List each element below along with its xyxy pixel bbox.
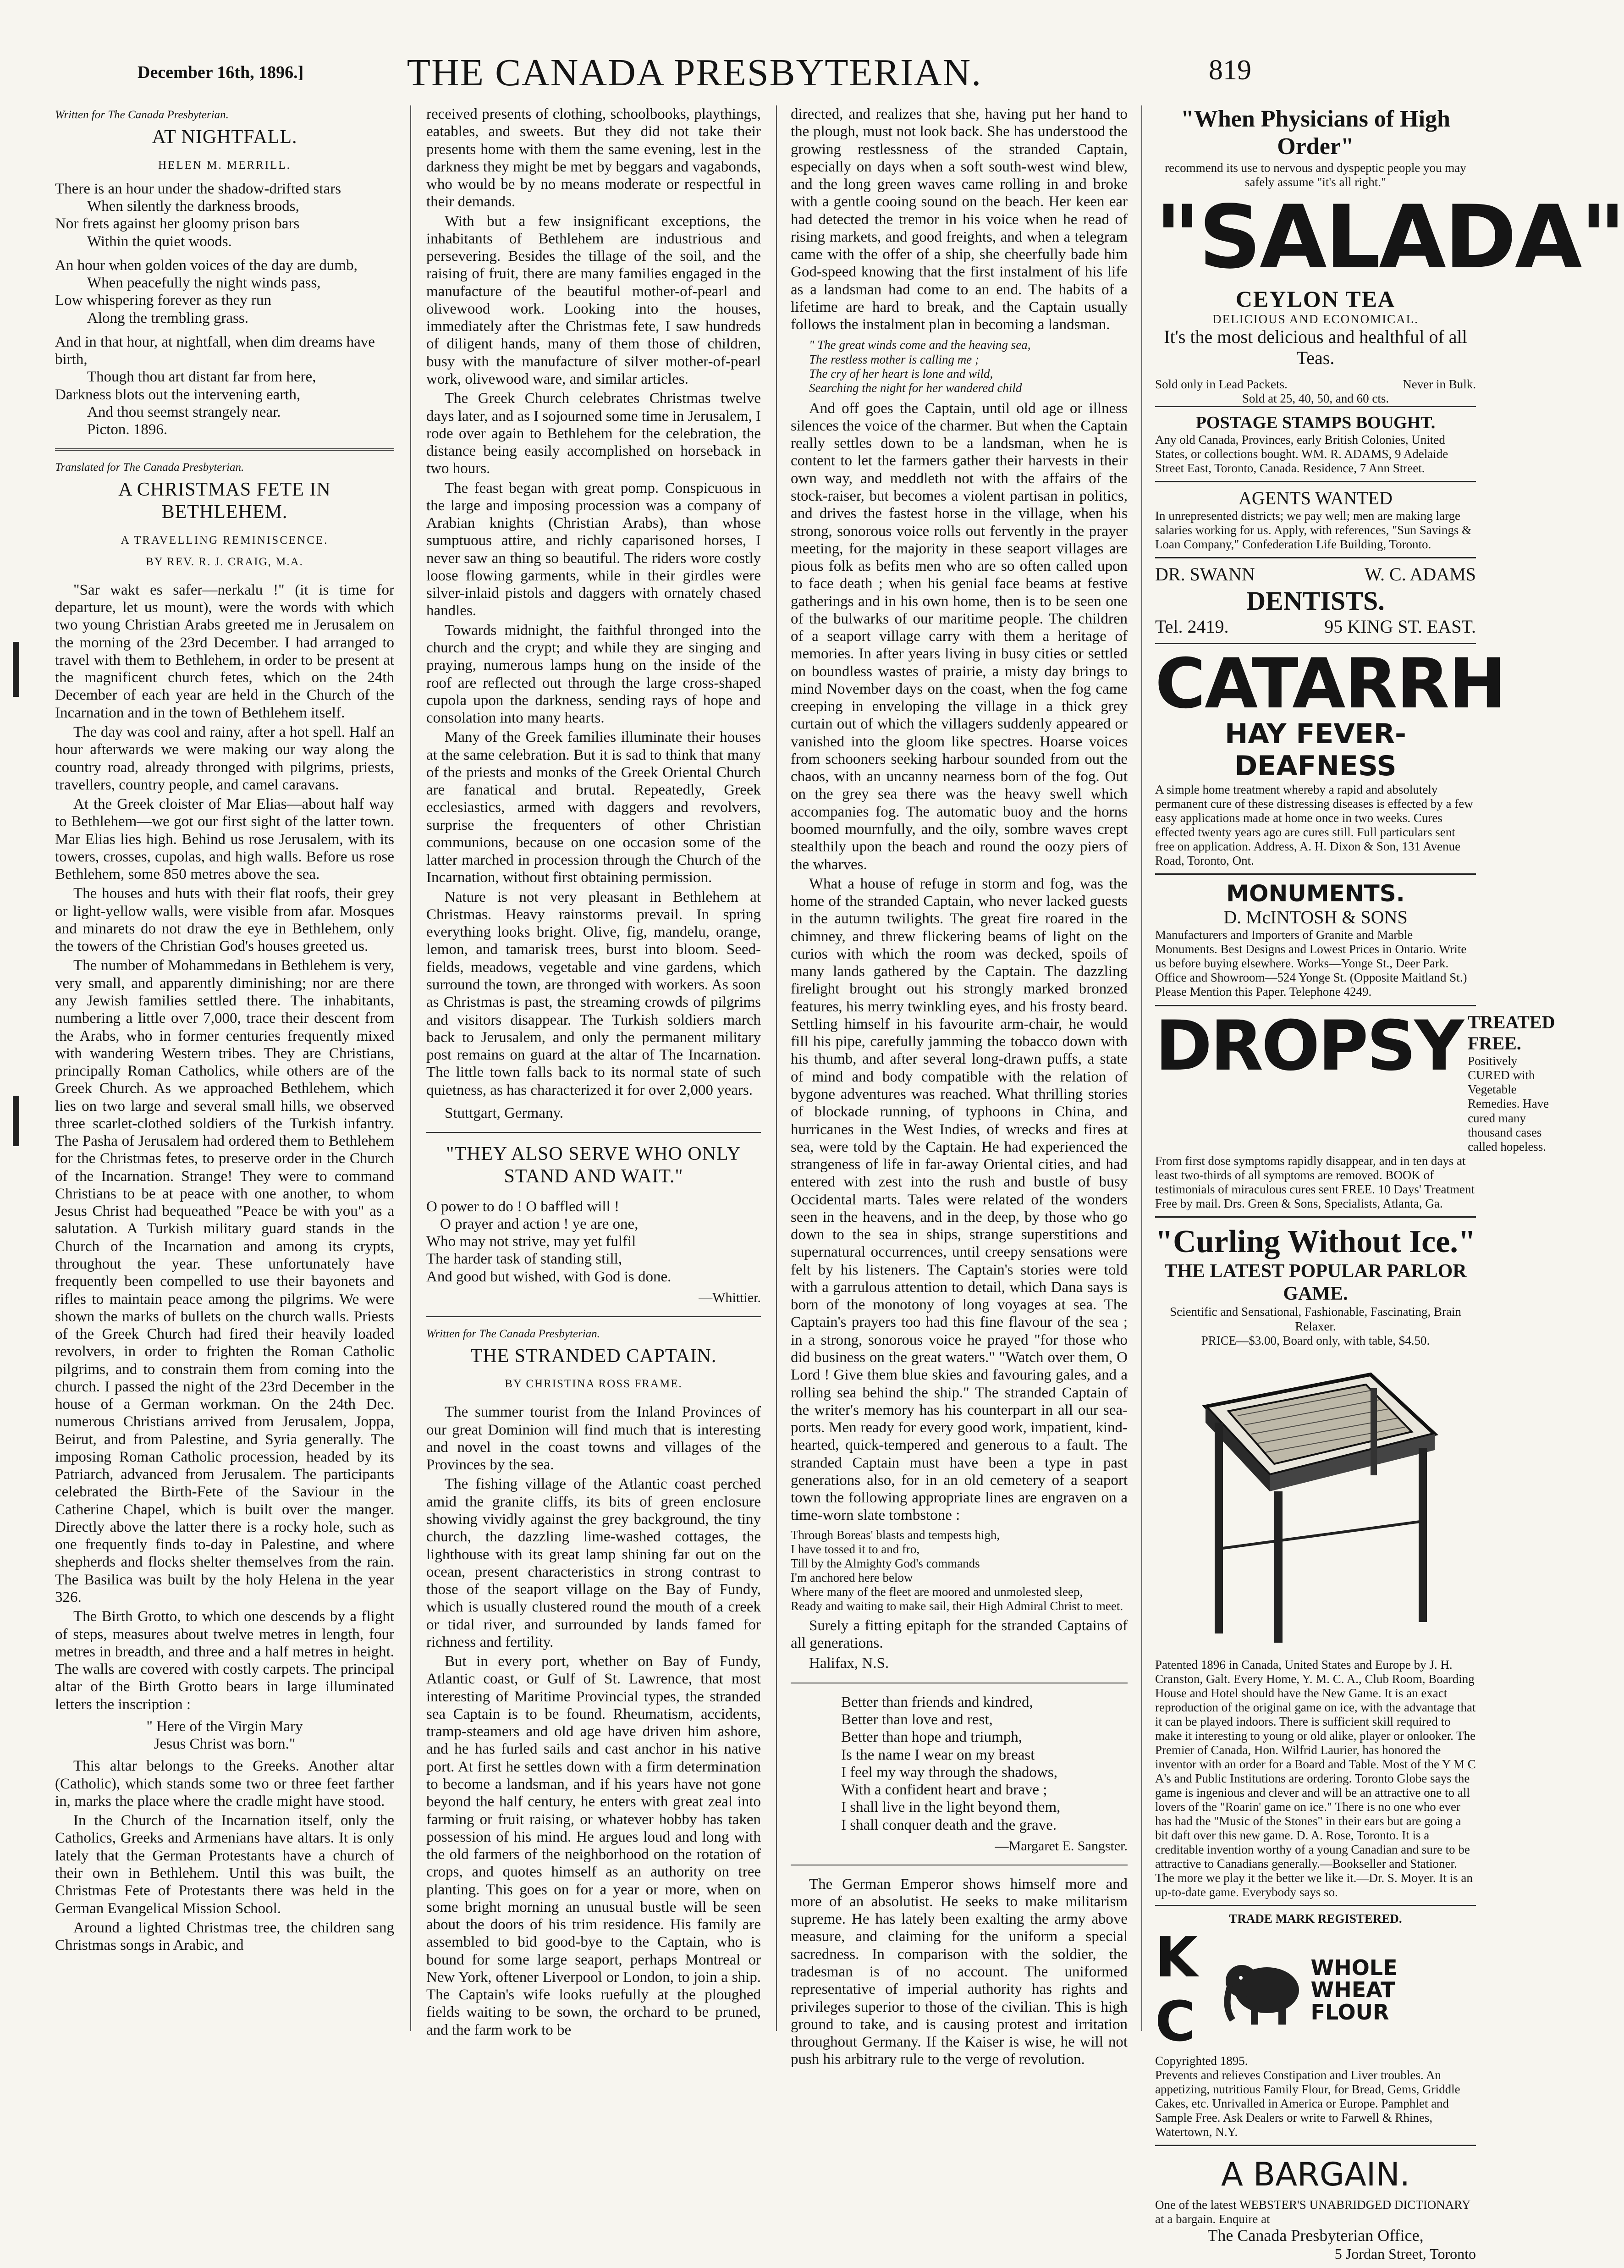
story-paragraph: The fishing village of the Atlantic coast perched amid the granite cliffs, its bits of green enclosure showing vividly against the grey background, the tiny church, the dazzling lime-washed cottages, the lighthouse with its great lamp shining far out on the ocean, present characteristics in strong contrast to those of the seaport village on the Bay of Fundy, which is usually clustered round the mouth of a creek or tidal river, and surrounded by lands famed for richness and fertility. (426, 1476, 761, 1650)
dentist-address: 95 KING ST. EAST. (1324, 616, 1476, 637)
poem-line: Nor frets against her gloomy prison bars (55, 215, 300, 232)
poem-line: An hour when golden voices of the day are dumb, (55, 257, 358, 274)
poem-line: And thou seemst strangely near. (87, 403, 281, 420)
salada-sold-right: Never in Bulk. (1403, 377, 1476, 391)
dateline: Stuttgart, Germany. (445, 1104, 564, 1121)
kc-flour-ad (1155, 1905, 1476, 2145)
bargain-body: One of the latest WEBSTER'S UNABRIDGED DICTIONARY at a bargain. Enquire at (1155, 2198, 1470, 2226)
stamps-body: Any old Canada, Provinces, early British Colonies, United States, or collections bought. WM. R. ADAMS, 9 Adelaide Street East, Toronto, Canada. Residence, 7 Ann Street. (1155, 432, 1448, 475)
poem-body (55, 180, 394, 439)
dentists-contact (1155, 616, 1476, 637)
inscription (55, 1718, 394, 1753)
stamps-title: POSTAGE STAMPS BOUGHT. (1195, 413, 1436, 432)
poem-line: O power to do ! O baffled will ! (426, 1198, 619, 1215)
poem-line: Darkness blots out the intervening earth, (55, 386, 301, 403)
poem-dateline: Picton. 1896. (87, 421, 168, 438)
poem-line: With a confident heart and brave ; (841, 1782, 1047, 1799)
article-paragraph: The Greek Church celebrates Christmas twelve days later, and as I sojourned some time in Jerusalem, I rode over again to Bethlehem for the celebration, the distance being easily accomplished on horseback in two hours. (426, 390, 761, 477)
verse-line: " The great winds come and the heaving sea, (809, 338, 1031, 352)
poem-body (426, 1198, 761, 1286)
kc-flour-name: WHOLE WHEAT FLOUR (1310, 1955, 1398, 2025)
verse-line: Ready and waiting to make sail, their High Admiral Christ to meet. (791, 1599, 1123, 1613)
article-paragraph: The day was cool and rainy, after a hot spell. Half an hour afterwards we were making our way along the country road, already thronged with pilgrims, priests, travellers, country people, and camel caravans. (55, 724, 394, 793)
verse-line: The cry of her heart is lone and wild, (809, 366, 993, 381)
catarrh-ad (1155, 643, 1505, 873)
article-paragraph: With but a few insignificant exceptions, the inhabitants of Bethlehem are industrious and persevering. Besides the tillage of the soil, and the raising of fruit, there are many families engaged in the manufacture of the beautiful mother-of-pearl and olivewood work. Looking into the houses, immediately after the Christmas fete, I saw hundreds of diligent hands, many of them those of children, busy with the manufacture of silver mother-of-pearl work, olivewood ware, and similar articles. (426, 213, 761, 387)
agents-title: AGENTS WANTED (1239, 487, 1393, 508)
salada-subhead: recommend its use to nervous and dyspeptic people you may safely assume "it's all right." (1165, 160, 1466, 189)
monuments-firm: D. McINTOSH & SONS (1223, 906, 1408, 927)
article-paragraph: Around a lighted Christmas tree, the children sang Christmas songs in Arabic, and (55, 1919, 394, 1954)
poem-line: When peacefully the night winds pass, (87, 275, 321, 292)
poem-line: Better than friends and kindred, (841, 1694, 1033, 1711)
article-paragraph: Many of the Greek families illuminate their houses at the same celebration. But it is sad to think that many of the priests and monks of the Greek Oriental Church are fanatical and brutal. Repeatedly, Greek ecclesiastics, armed with daggers and revolvers, surprise the frequenters of other Christian communions, because on one occasion some of the latter marched in procession through the Church of the Incarnation, without first obtaining permission. (426, 729, 761, 886)
kc-body: Prevents and relieves Constipation and Liver troubles. An appetizing, nutritious Family Flour, for Bread, Gems, Griddle Cakes, etc. Unrivalled in America or Europe. Pamphlet and Sample Free. Ask Dealers or write to Farwell & Rhines, Watertown, N.Y. (1155, 2068, 1460, 2139)
poem-line: When silently the darkness broods, (87, 198, 299, 215)
inscription-line: Jesus Christ was born." (154, 1736, 296, 1753)
poem-line: Is the name I wear on my breast (841, 1746, 1035, 1763)
poem-line: O prayer and action ! ye are one, (440, 1215, 639, 1232)
catarrh-body: A simple home treatment whereby a rapid and absolutely permanent cure of these distressing diseases is effected by a few easy applications made at home once in two weeks. Cures effected twenty years ago are cures still. Full particulars sent free on application. Address, A. H. Dixon & Son, 131 Avenue Road, Toronto, Ont. (1155, 782, 1473, 867)
article-paragraph: The feast began with great pomp. Conspicuous in the large and imposing procession was a company of Arabian knights (Christian Arabs), than whose sumptuous attire, and richly caparisoned horses, I never saw an thing so beautiful. The riders wore costly loose flowing garments, while in their girdles were silver-inlaid pistols and daggers with ornately chased handles. (426, 480, 761, 619)
column-3 (791, 105, 1128, 2068)
poem-line: I shall live in the light beyond them, (841, 1799, 1061, 1816)
trademark-notice: TRADE MARK REGISTERED. (1229, 1912, 1402, 1926)
curling-price: PRICE—$3.00, Board only, with table, $4.50. (1201, 1333, 1430, 1347)
verse-line: Till by the Almighty God's commands (791, 1556, 980, 1570)
poem-line: I feel my way through the shadows, (841, 1764, 1057, 1781)
poem-author: HELEN M. MERRILL. (158, 159, 291, 171)
verse-line: Through Boreas' blasts and tempests high, (791, 1528, 1000, 1542)
salada-ad (1155, 105, 1624, 406)
catarrh-headline: CATARRH (1155, 644, 1505, 724)
dentist-tel: Tel. 2419. (1155, 616, 1229, 637)
column-4-advertisements (1155, 105, 1624, 2262)
kc-copyright: Copyrighted 1895. (1155, 2053, 1248, 2068)
editorial-paragraph: The German Emperor shows himself more and more of an absolutist. He seeks to make militarism supreme. He has lately been exalting the army above measure, and claiming for the uniform a special sacredness. In comparison with the soldier, the tradesman is of no account. The uniformed representative of imperial authority has rights and privileges superior to those of the civilian. This is high ground to take, and is causing protest and irritation throughout Germany. If the Kaiser is wise, he will not push his arbitrary rule to the verge of revolution. (791, 1876, 1128, 2068)
story-byline: BY CHRISTINA ROSS FRAME. (505, 1378, 683, 1391)
article-paragraph: The number of Mohammedans in Bethlehem is very, very small, and apparently diminishing; nor are there any Jewish families settled there. The inhabitants, numbering a little over 7,000, trace their descent from the Arabs, who in former centuries frequently mixed with wandering Western tribes. They are Christians, principally Roman Catholics, while others are of the Greek Church. As we approached Bethlehem, which lies on two large and several small hills, we observed three scarlet-clothed soldiers of the Turkish infantry. The Pasha of Jerusalem had ordered them to Bethlehem for the Christmas fetes, to preserve order in the Church of the Incarnation. Strange! They were to command Christians to be at peace with one another, to whom Jesus Christ had bequeathed "Peace be with you" as a salutation. A Turkish military guard stands in the Church of the Incarnation and among its crypts, throughout the year. These unfortunately have frequently been compelled to use their bayonets and rifles to maintain peace among the pilgrims. We were shown the marks of bullets on the church walls. Priests of the Greek Church had fired their heavily loaded revolvers, in order to frighten the Roman Catholic pilgrims, and to constrain them from coming into the church. I passed the night of the 23rd December in the house of a German workman. On the 24th Dec. numerous Christians arrived from Jerusalem, Joppa, Beirut, and from Palestine, and Syria generally. The imposing Roman Catholic procession, headed by its Patriarch, advanced from Jerusalem. The participants celebrated the Birth-Fete of the Saviour in the Catherine Chapel, which is built over the manger. Directly above the latter there is a rocky hole, such as one frequently finds to-day in Palestine, and where shepherds and flocks shelter themselves from the rain. The Basilica was built by the holy Helena in the year 326. (55, 957, 394, 1606)
stamps-ad (1155, 406, 1476, 481)
article-title: A CHRISTMAS FETE IN BETHLEHEM. (118, 479, 331, 523)
salada-headline: "When Physicians of High Order" (1181, 106, 1450, 160)
monuments-ad (1155, 873, 1476, 1005)
poem-line: I shall conquer death and the grave. (841, 1816, 1057, 1833)
poem-title: "THEY ALSO SERVE WHO ONLY STAND AND WAIT." (446, 1143, 741, 1187)
poem-line: Within the quiet woods. (87, 233, 232, 250)
dropsy-headline: DROPSY (1155, 1006, 1463, 1086)
inscription-line: " Here of the Virgin Mary (146, 1718, 303, 1735)
column-rule (410, 105, 411, 2031)
dentist-right: W. C. ADAMS (1364, 564, 1476, 585)
monuments-title: MONUMENTS. (1226, 880, 1405, 907)
curling-table-illustration (1187, 1356, 1444, 1650)
margin-ink-mark (13, 1096, 19, 1146)
story-paragraph: But in every port, whether on Bay of Fundy, Atlantic coast, or Gulf of St. Lawrence, that most interesting of Maritime Provincial types, the stranded sea Captain is to be found. Rheumatism, accidents, tramp-steamers and old age have driven him ashore, and he has furled sails and cast anchor in his native port. At first he settles down with a firm determination to become a landsman, and if his years have not gone beyond the half century, he enters with great zeal into farming or fruit raising, or whatever hobby has taken possession of his mind. He argues loud and long with the old farmers of the neighborhood on the rotation of crops, and quotes himself as an authority on tree planting. This goes on for a year or more, when on some bright morning an unusual bustle will be seen about the doors of his trim residence. His family are assembled to bid good-bye to the Captain, who is bound for some large seaport, perhaps Montreal or New York, oftener Liverpool or London, to join a ship. The Captain's wife looks ruefully at the ploughed fields waiting to be sown, the orchard to be pruned, and the farm work to be (426, 1653, 761, 2038)
poem-body (791, 1694, 1128, 1834)
column-rule (776, 105, 777, 2031)
column-1 (55, 105, 394, 2045)
poem-line: The harder task of standing still, (426, 1251, 622, 1268)
curling-ad (1155, 1216, 1476, 1905)
article-paragraph: Towards midnight, the faithful thronged into the church and the crypt; and while they are singing and praying, numerous lamps hung on the inside of the roof are reflected out through the large cross-shaped cupola upon the darkness, sending rays of hope and consolation into many hearts. (426, 622, 761, 727)
poem-line: Better than love and rest, (841, 1711, 993, 1728)
bargain-address: 5 Jordan Street, Toronto (1334, 2246, 1476, 2262)
salada-sold-left: Sold only in Lead Packets. (1155, 377, 1288, 391)
verse-line: I have tossed it to and fro, (791, 1542, 920, 1556)
verse-line: The restless mother is calling me ; (809, 352, 979, 366)
issue-date: December 16th, 1896.] (138, 63, 304, 82)
poem-line: And good but wished, with God is done. (426, 1268, 672, 1285)
monuments-body: Manufacturers and Importers of Granite and Marble Monuments. Best Designs and Lowest Prices in Ontario. Write us before buying elsewhere. Works—Yonge St., Deer Park. Office and Showroom—524 Yonge St. (Opposite Maitland St.) Please Mention this Paper. Telephone 4249. (1155, 928, 1467, 999)
story-paragraph: What a house of refuge in storm and fog, was the home of the stranded Captain, who never lacked guests in the autumn twilights. The great fire roared in the chimney, and threw flickering beams of light on the curios with which the room was decked, spoils of many lands gathered by the Captain. The dazzling firelight brought out his strongly marked bronzed features, his merry twinkling eyes, and his frosty beard. Settling himself in his favourite arm-chair, he would fill his pipe, carefully jamming the tobacco down with his thumb, and after several long-drawn puffs, a state of mind and body compatible with the relation of bygone adventures was reached. What thrilling stories of blockade running, of typhoons in China, and hurricanes in the West Indies, of wrecks and fires at sea, were told by the Captain. He had experienced the strangeness of life in far-away Oriental cities, and had entered with zest into the rush and bustle of busy Occidental marts. Tales were related of the wonders seen in the heavens, and in the deep, by those who go down to the sea in ships, strange superstitions and supernatural occurrences, until creepy sensations were felt by his listeners. The Captain's stories were told with a garrulous attention to detail, which Dana says is born of the monotony of long voyages at sea. The Captain's prayers too had this fine flavour of the sea ; in a strong, sonorous voice he prayed "for those who did business on the great waters." "Watch over them, O Lord ! Give them blue skies and favouring gales, and a rolling sea behind the ship." The stranded Captain of the writer's memory has his counterpart in all our sea-ports. Men ready for every good work, impatient, kind-hearted, quick-tempered and generous to a fault. The stranded Captain must have been a type in past generations also, for in an old cemetery of a seaport town the following appropriate lines are engraven on a time-worn slate tombstone : (791, 875, 1128, 1524)
poem-line: Along the trembling grass. (87, 309, 248, 326)
curling-subhead: THE LATEST POPULAR PARLOR GAME. (1164, 1261, 1467, 1304)
quoted-verse (791, 338, 1128, 395)
article-paragraph: In the Church of the Incarnation itself, only the Catholics, Greeks and Armenians have altars. It is only lately that the German Protestants have a church of their own in Bethlehem. Until this was built, the Christmas Fete of Protestants there was held in the German Evangelical Mission School. (55, 1812, 394, 1917)
verse-line: Where many of the fleet are moored and unmolested sleep, (791, 1584, 1083, 1599)
agents-body: In unrepresented districts; we pay well; men are making large salaries working for us. Apply, with references, "Sun Savings & Loan Company," Confederation Life Building, Toronto. (1155, 509, 1472, 552)
credit-line: Written for The Canada Presbyterian. (55, 109, 229, 121)
epitaph-verse (791, 1528, 1128, 1613)
elephant-icon (1223, 1951, 1306, 2029)
dropsy-body: From first dose symptoms rapidly disappear, and in ten days at least two-thirds of all symptoms are removed. BOOK of testimonials of miraculous cures sent FREE. 10 Days' Treatment Free by mail. Drs. Green & Sons, Specialists, Atlanta, Ga. (1155, 1153, 1475, 1210)
bargain-headline: A BARGAIN. (1221, 2156, 1410, 2194)
dropsy-cured: Positively CURED with Vegetable Remedies. Have cured many thousand cases called hopeless. (1468, 1054, 1549, 1153)
section-divider (55, 448, 394, 451)
margin-ink-mark (13, 642, 19, 697)
poem-signature: —Margaret E. Sangster. (995, 1838, 1128, 1854)
curling-body: Patented 1896 in Canada, United States and Europe by J. H. Cranston, Galt. Every Home, Y. M. C. A., Club Room, Boarding House and Hotel should have the New Game. It is an exact reproduction of the original game on ice, with the advantage that it can be played indoors. There is sufficient skill required to make it interesting to young or old alike, player or onlooker. The Premier of Canada, Hon. Wilfrid Laurier, has honored the inventor with an order for a Board and Table. Most of the Y M C A's and Public Institutions are ordering. Toronto Globe says the game is ingenious and clever and will be an attractive one to all lovers of the "Roarin' game on ice." There is no one who ever has had the "Music of the Stones" in their ears but are going a bit daft over this new game. D. A. Rose, Toronto. It is a creditable invention worthy of a young Canadian and sure to be attractive to Canadians generally.—Bookseller and Stationer. The more we play it the better we like it.—Dr. S. Moyer. It is an up-to-date game. Everybody says so. (1155, 1657, 1476, 1899)
credit-line: Translated for The Canada Presbyterian. (55, 461, 244, 474)
column-2 (426, 105, 761, 2045)
poem-line: There is an hour under the shadow-drifted stars (55, 180, 341, 197)
poem-line: Better than hope and triumph, (841, 1729, 1022, 1746)
article-paragraph: At the Greek cloister of Mar Elias—about half way to Bethlehem—we got our first sight of the latter town. Mar Elias lies high. Behind us rose Jerusalem, with its towers, crosses, cupolas, and high walls. Before us rose Bethlehem, some 850 metres above the sea. (55, 796, 394, 883)
story-title: THE STRANDED CAPTAIN. (470, 1345, 717, 1367)
poem-title: AT NIGHTFALL. (152, 127, 297, 148)
article-paragraph: The houses and huts with their flat roofs, their grey or light-yellow walls, were visible from afar. Mosques and minarets do not draw the eye in Bethlehem, only the towers of the Christian God's houses greeted us. (55, 885, 394, 955)
verse-line: Searching the night for her wandered child (809, 381, 1022, 395)
article-subtitle: A TRAVELLING REMINISCENCE. (121, 534, 329, 546)
salada-description: DELICIOUS AND ECONOMICAL. (1212, 312, 1419, 326)
salada-product: CEYLON TEA (1235, 286, 1396, 312)
dentist-left: DR. SWANN (1155, 564, 1255, 585)
bargain-office: The Canada Presbyterian Office, (1207, 2226, 1424, 2245)
dropsy-treated: TREATED FREE. (1468, 1011, 1555, 1054)
dropsy-ad (1155, 1005, 1555, 1216)
article-paragraph: Nature is not very pleasant in Bethlehem at Christmas. Heavy rainstorms prevail. In spring everything looks bright. Olive, fig, mandelu, orange, lemon, and tamarisk trees, burst into bloom. Seed-fields, meadows, vegetable and vine gardens, which surround the town, are thronged with workers. As soon as Christmas is past, the streaming crowds of pilgrims and visitors disappear. The Turkish soldiers march back to Jerusalem, and only the permanent military post remains on guard at the altar of The Incarnation. The little town falls back to its normal state of such quietness, as has characterized it for over 2,000 years. (426, 888, 761, 1098)
dropsy-header (1155, 1006, 1555, 1154)
column-rule (1141, 105, 1142, 2031)
story-paragraph: The summer tourist from the Inland Provinces of our great Dominion will find much that is interesting and novel in the coast towns and villages of the Provinces by the sea. (426, 1404, 761, 1473)
kc-letters: K C (1155, 1926, 1198, 2054)
story-paragraph: Surely a fitting epitaph for the stranded Captains of all generations. (791, 1617, 1128, 1652)
curling-headline: "Curling Without Ice." (1155, 1224, 1476, 1259)
poem-line: And in that hour, at nightfall, when dim dreams have birth, (55, 333, 375, 368)
salada-prices: Sold at 25, 40, 50, and 60 cts. (1242, 391, 1389, 405)
article-paragraph: "Sar wakt es safer—nerkalu !" (it is time for departure, let us mount), were the words with which two young Christian Arabs greeted me in Jerusalem on the morning of the 23rd December. I had arranged to travel with them to Bethlehem, in order to be present at the magnificent church fetes, which on the 24th December of each year are held in the Church of the Incarnation and in the town of Bethlehem itself. (55, 581, 394, 721)
article-paragraph: received presents of clothing, schoolbooks, playthings, eatables, and sweets. But they did not take their presents home with them the same evening, lest in the darkness they might be met by beggars and vagabonds, who would be by no means moderate or respectful in their demands. (426, 106, 761, 210)
poem-line: Low whispering forever as they run (55, 292, 271, 309)
section-divider (426, 1316, 761, 1317)
poem-line: Who may not strive, may yet fulfil (426, 1233, 636, 1250)
bargain-ad (1155, 2145, 1476, 2268)
agents-ad (1155, 481, 1476, 557)
article-paragraph: The Birth Grotto, to which one descends by a flight of steps, measures about twelve metres in length, four metres in breadth, and three and a half metres in height. The walls are covered with costly carpets. The principal altar of the Birth Grotto bears in large illuminated letters the inscription : (55, 1608, 394, 1713)
newspaper-title: THE CANADA PRESBYTERIAN. (407, 51, 982, 94)
dropsy-side (1468, 1012, 1555, 1154)
salada-sold-row (1155, 377, 1476, 392)
article-byline: BY REV. R. J. CRAIG, M.A. (146, 555, 303, 568)
dateline: Halifax, N.S. (809, 1655, 889, 1672)
verse-line: I'm anchored here below (791, 1570, 913, 1584)
credit-line: Written for The Canada Presbyterian. (426, 1327, 600, 1340)
page-number: 819 (1209, 55, 1251, 86)
kc-header (1155, 1926, 1476, 2053)
article-paragraph: This altar belongs to the Greeks. Another altar (Catholic), which stands some two or three feet farther in, marks the place where the cradle might have stood. (55, 1758, 394, 1810)
catarrh-subhead: HAY FEVER-DEAFNESS (1225, 718, 1406, 783)
poem-line: Though thou art distant far from here, (87, 369, 316, 386)
masthead (138, 46, 1251, 96)
salada-logo: "SALADA" (1155, 186, 1624, 288)
story-paragraph: directed, and realizes that she, having put her hand to the plough, must not look back. She has understood the growing restlessness of the stranded Captain, especially on days when a soft south-west wind blew, and the long green waves came rolling in and broke with a gentle cooing sound on the beach. Her keen ear had detected the tremor in his voice when he read of rising markets, and good freights, and when a telegram came with the offer of a ship, she cheerfully bade him God-speed knowing that the first instalment of his life as a landsman had come to an end. The habits of a lifetime are hard to break, and the Captain usually follows the instalment plan in becoming a landsman. (791, 106, 1128, 333)
story-paragraph: And off goes the Captain, until old age or illness silences the voice of the charmer. But when the Captain really settles down to be a landsman, when he is content to let the farmers gather their harvests in their own way, and meddleth not with the affairs of the stock-raiser, but becomes a violent partisan in politics, and drives the fastest horse in the village, when his strong, sonorous voice rolls out fervently in the prayer meeting, for the majority in these seaport villages are pious folk as befits men who are so often called upon to face death ; when his genial face beams at festive gatherings and in his own home, then is to be seen one of the bulwarks of our maritime people. The children of a seaport village carry with them a heritage of memories. In after years living in busy cities or settled on boundless wastes of prairie, a misty day brings to mind November days on the coast, when the fog came creeping in enveloping the village in a thick grey curtain out of which the villagers suddenly appeared or vanished into the gloom like spectres. Hoarse voices from schooners seeking harbour sounded from out the chaos, with an uncanny nearness born of the fog. Out on the grey sea there was the heavy swell which accompanies fog. The automatic buoy and the horns boomed mournfully, and the oily, sombre waves crept stealthily upon the beach and round the oozy piers of the wharves. (791, 400, 1128, 873)
dentists-names (1155, 564, 1476, 585)
dentists-ad (1155, 557, 1476, 643)
poem-signature: —Whittier. (699, 1290, 761, 1305)
curling-description: Scientific and Sensational, Fashionable, Fascinating, Brain Relaxer. (1170, 1305, 1461, 1333)
section-divider (426, 1132, 761, 1133)
dentists-title: DENTISTS. (1246, 585, 1385, 616)
salada-tagline: It's the most delicious and healthful of all Teas. (1164, 326, 1467, 369)
